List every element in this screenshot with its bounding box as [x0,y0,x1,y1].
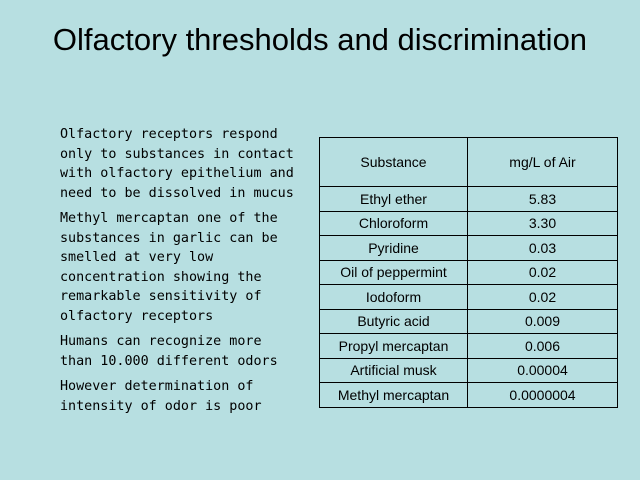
table-header-row [320,138,618,187]
cell-concentration: 0.009 [468,309,618,334]
header-concentration: mg/L of Air [468,138,618,187]
threshold-table-container [319,137,618,408]
bullet-item: Olfactory receptors respond only to substances in contact with olfactory epithelium and need to be dissolved in mucus [60,127,294,201]
bullet-item: However determination of intensity of odor is poor [60,379,262,414]
cell-substance: Ethyl ether [320,187,468,212]
table-row [320,334,618,359]
cell-substance: Pyridine [320,236,468,261]
cell-concentration: 0.02 [468,260,618,285]
cell-substance: Methyl mercaptan [320,383,468,408]
cell-substance: Oil of peppermint [320,260,468,285]
table-row [320,260,618,285]
slide-title: Olfactory thresholds and discrimination [52,22,588,57]
cell-substance: Butyric acid [320,309,468,334]
bullet-item: Methyl mercaptan one of the substances in garlic can be smelled at very low concentration showing the remarkable sensitivity of olfactory receptors [60,211,278,324]
table-row [320,383,618,408]
table-row [320,309,618,334]
table-row [320,187,618,212]
cell-concentration: 0.03 [468,236,618,261]
bullet-list [60,125,300,422]
cell-concentration: 0.0000004 [468,383,618,408]
bullet-item: Humans can recognize more than 10.000 different odors [60,334,278,369]
header-substance: Substance [320,138,468,187]
cell-substance: Artificial musk [320,358,468,383]
table-row [320,285,618,310]
cell-concentration: 5.83 [468,187,618,212]
cell-concentration: 0.02 [468,285,618,310]
cell-concentration: 0.006 [468,334,618,359]
cell-concentration: 0.00004 [468,358,618,383]
table-row [320,236,618,261]
threshold-table [319,137,618,408]
cell-substance: Iodoform [320,285,468,310]
cell-concentration: 3.30 [468,211,618,236]
table-row [320,211,618,236]
table-row [320,358,618,383]
cell-substance: Propyl mercaptan [320,334,468,359]
cell-substance: Chloroform [320,211,468,236]
